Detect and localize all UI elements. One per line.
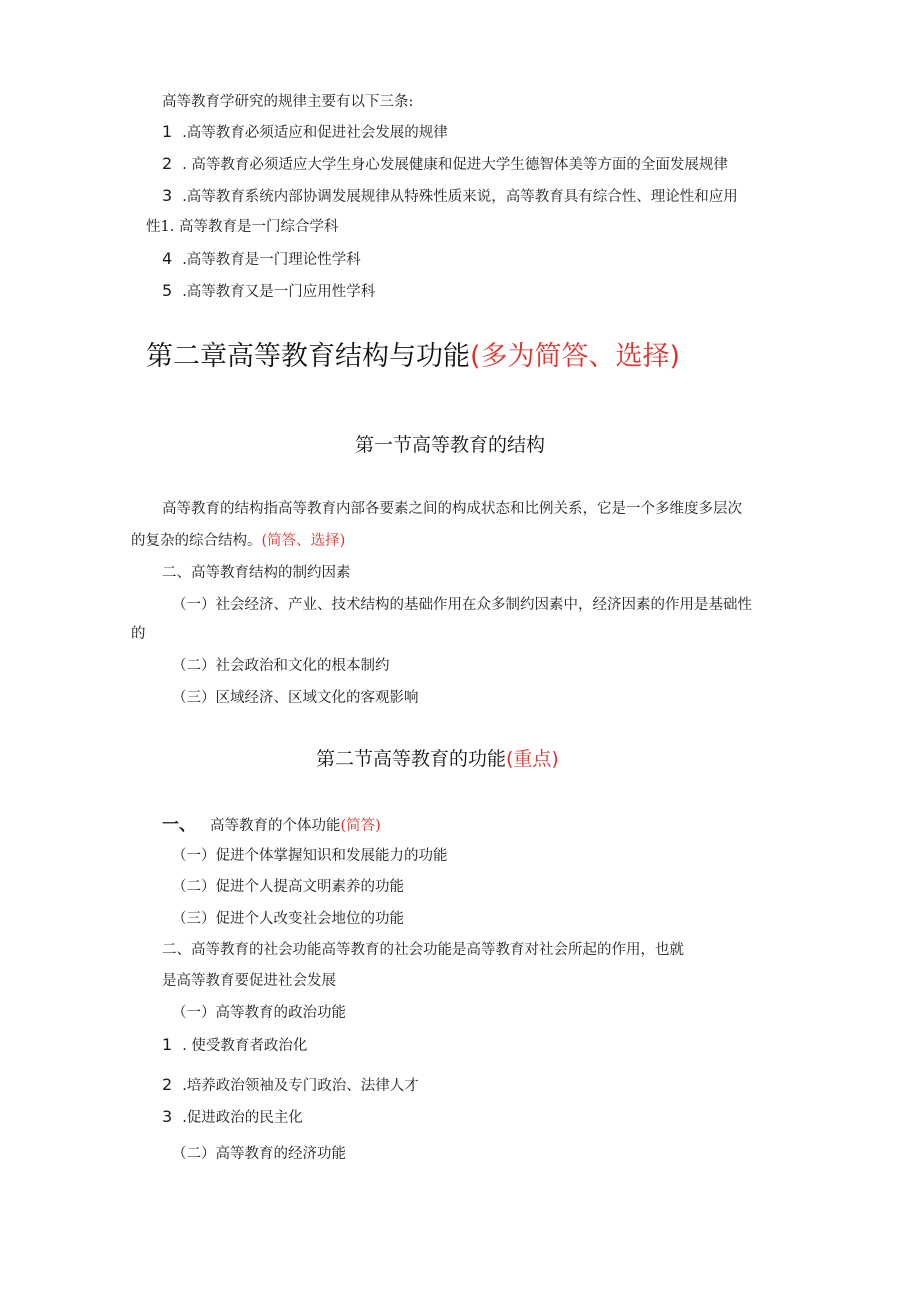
list-number: 3: [162, 1107, 173, 1126]
list-text: .促进政治的民主化: [182, 1110, 303, 1126]
political-item: [162, 1035, 307, 1056]
heading-mark: 一、: [162, 815, 196, 835]
paragraph-note: (简答、选择): [261, 533, 346, 549]
list-number: 4: [162, 249, 173, 268]
list-number: 2: [162, 154, 173, 173]
function-heading-1: [162, 815, 381, 836]
individual-function-item: （二）促进个人提高文明素养的功能: [172, 879, 404, 895]
list-number: 1: [162, 1035, 173, 1054]
individual-function-item: （三）促进个人改变社会地位的功能: [172, 911, 404, 927]
list-text: . 使受教育者政治化: [182, 1038, 308, 1054]
economic-function-heading: （二）高等教育的经济功能: [172, 1146, 346, 1162]
chapter-title: [146, 337, 680, 377]
chapter-title-text: 第二章高等教育结构与功能: [146, 341, 470, 372]
list-item: [162, 154, 728, 175]
list-item: [162, 186, 738, 207]
list-item: [162, 281, 375, 302]
list-text: . 高等教育必须适应大学生身心发展健康和促进大学生德智体美等方面的全面发展规律: [182, 157, 728, 173]
section1-paragraph: 高等教育的结构指高等教育内部各要素之间的构成状态和比例关系，它是一个多维度多层次: [162, 501, 742, 517]
list-number: 5: [162, 281, 173, 300]
list-number: 3: [162, 186, 173, 205]
heading-note: (简答): [340, 818, 381, 834]
list-text: .培养政治领袖及专门政治、法律人才: [182, 1078, 419, 1094]
paragraph-text: 的复杂的综合结构。: [131, 533, 262, 549]
political-item: [162, 1075, 419, 1096]
function-heading-2-cont: 是高等教育要促进社会发展: [162, 973, 336, 989]
heading-text: 高等教育的个体功能: [210, 818, 341, 834]
list-item: [162, 249, 361, 270]
list-number: 1: [162, 122, 173, 141]
factor-item-1-cont: 的: [131, 626, 146, 642]
section1-title: 第一节高等教育的结构: [355, 434, 546, 456]
function-heading-2: 二、高等教育的社会功能高等教育的社会功能是高等教育对社会所起的作用，也就: [162, 942, 684, 958]
section1-paragraph-cont: [131, 531, 345, 551]
political-function-heading: （一）高等教育的政治功能: [172, 1005, 346, 1021]
list-item: [162, 122, 448, 143]
section2-title: [316, 745, 559, 773]
section1-subheading: 二、高等教育结构的制约因素: [162, 565, 351, 581]
section2-title-text: 第二节高等教育的功能: [316, 748, 507, 770]
factor-item-3: （三）区域经济、区域文化的客观影响: [172, 690, 419, 706]
list-continuation: 性1. 高等教育是一门综合学科: [146, 219, 339, 235]
list-text: .高等教育必须适应和促进社会发展的规律: [182, 125, 448, 141]
intro-text: 高等教育学研究的规律主要有以下三条:: [162, 94, 414, 110]
list-text: .高等教育系统内部协调发展规律从特殊性质来说，高等教育具有综合性、理论性和应用: [182, 189, 738, 205]
list-text: .高等教育是一门理论性学科: [182, 252, 361, 268]
factor-item-1: （一）社会经济、产业、技术结构的基础作用在众多制约因素中，经济因素的作用是基础性: [172, 597, 752, 613]
political-item: [162, 1107, 303, 1128]
list-number: 2: [162, 1075, 173, 1094]
chapter-note: (多为简答、选择): [470, 341, 681, 372]
factor-item-2: （二）社会政治和文化的根本制约: [172, 658, 390, 674]
list-text: .高等教育又是一门应用性学科: [182, 284, 376, 300]
section2-note: (重点): [506, 748, 559, 770]
individual-function-item: （一）促进个体掌握知识和发展能力的功能: [172, 848, 448, 864]
